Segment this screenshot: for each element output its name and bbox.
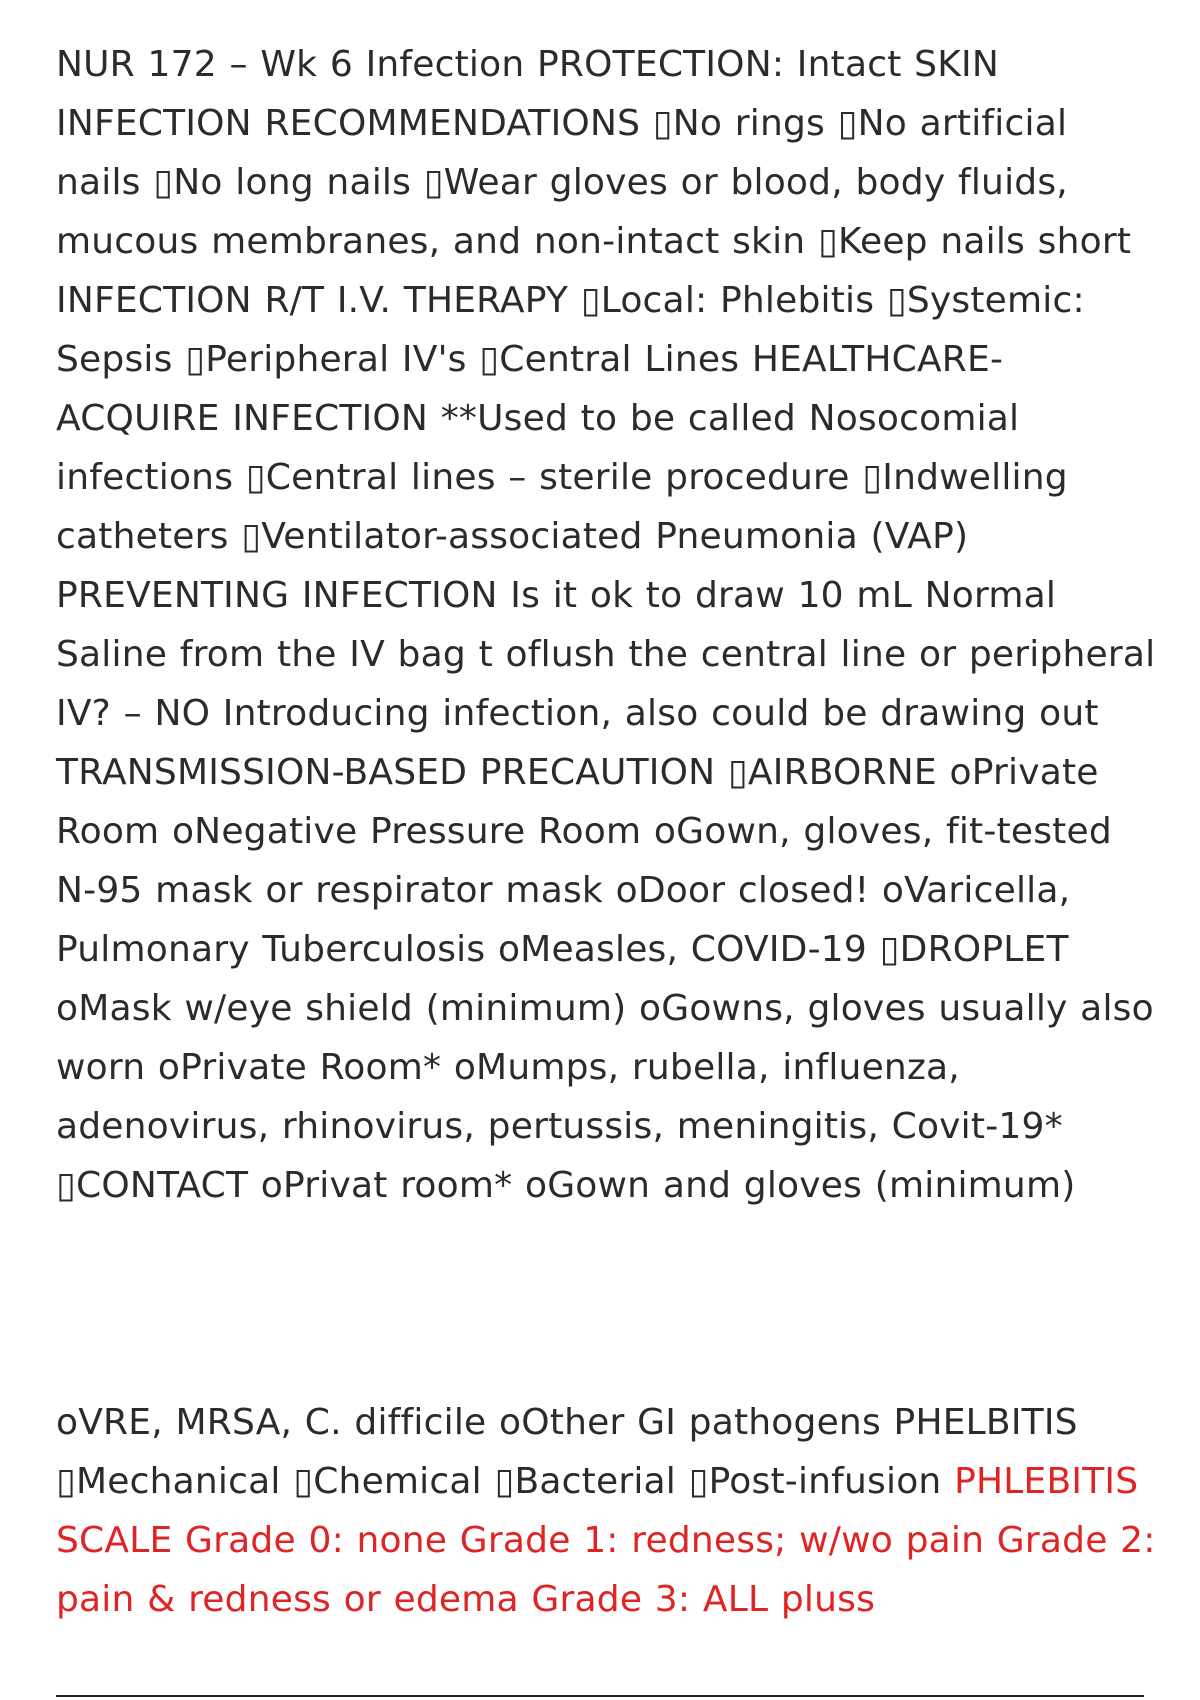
bottom-divider (56, 1695, 1144, 1697)
notes-paragraph-continued (56, 1393, 1156, 1629)
notes-phelbitis-types: oVRE, MRSA, C. difficile oOther GI pathogens PHELBITIS ▯Mechanical ▯Chemical ▯Bacterial ▯Post-infusion (56, 1402, 1078, 1502)
notes-paragraph-main: NUR 172 – Wk 6 Infection PROTECTION: Intact SKIN INFECTION RECOMMENDATIONS ▯No rings ▯No artificial nails ▯No long nails ▯Wear gloves or blood, body fluids, mucous membranes, and non-intact skin ▯Keep nails short INFECTION R/T I.V. THERAPY ▯Local: Phlebitis ▯Systemic: Sepsis ▯Peripheral IV's ▯Central Lines HEALTHCARE-ACQUIRE INFECTION **Used to be called Nosocomial infections ▯Central lines – sterile procedure ▯Indwelling catheters ▯Ventilator-associated Pneumonia (VAP) PREVENTING INFECTION Is it ok to draw 10 mL Normal Saline from the IV bag t oflush the central line or peripheral IV? – NO Introducing infection, also could be drawing out TRANSMISSION-BASED PRECAUTION ▯AIRBORNE oPrivate Room oNegative Pressure Room oGown, gloves, fit-tested N-95 mask or respirator mask oDoor closed! oVaricella, Pulmonary Tuberculosis oMeasles, COVID-19 ▯DROPLET oMask w/eye shield (minimum) oGowns, gloves usually also worn oPrivate Room* oMumps, rubella, influenza, adenovirus, rhinovirus, pertussis, meningitis, Covit-19* ▯CONTACT oPrivat room* oGown and gloves (minimum) (56, 44, 1156, 1206)
phlebitis-scale-text: PHLEBITIS SCALE Grade 0: none Grade 1: redness; w/wo pain Grade 2: pain & redness or edema Grade 3: ALL pluss (56, 1461, 1156, 1620)
